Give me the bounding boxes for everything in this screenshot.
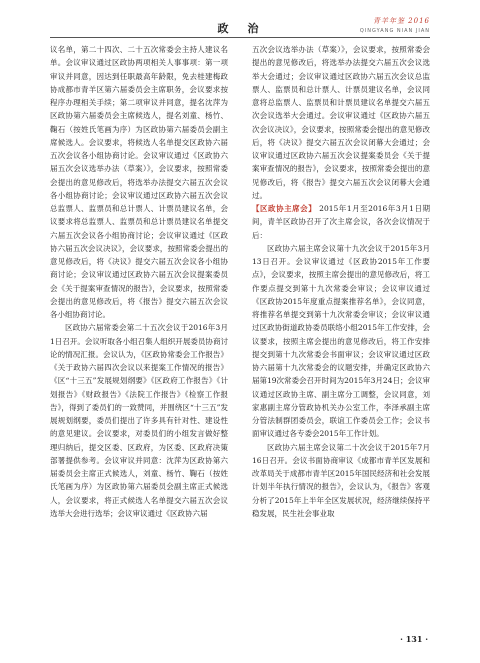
section-intro-text: 2015年1月至2016年3月1日期间，青羊区政协召开了次主席会议，各次会议情况于后： <box>252 204 430 240</box>
section-heading: 【区政协主席会】 <box>252 204 317 213</box>
paragraph: 区政协六届主席会议第二十次会议于2015年7月16日召开。会议书面协商审议《成都市青羊区发展和改革局关于成都市青羊区2015年国民经济和社会发展计划半年执行情况的报告》，会议认为，《报告》客观分析了2015年上半年全区发展状况，经济继续保持平稳发展，民生社会事业取 <box>252 442 430 518</box>
left-column <box>50 43 228 613</box>
right-column <box>252 43 430 613</box>
paragraph: 区政协六届主席会议第十九次会议于2015年3月13日召开。会议审议通过《区政协2015年工作要点》，会议要求，按照主席会提出的意见修改后，将工作要点提交到第十九次常委会审议；会议审议通过《区政协2015年度重点提案推荐名单》，会议同意，将推荐名单提交到第十九次常委会审议；会议审议通过区政协街道政协委员联络小组2015年工作安排，会议要求，按照主席会提出的意见修改后，将工作安排提交到第十九次常委会书面审议；会议审议通过区政协六届第十九次常委会的议题安排，并确定区政协六届第19次常委会召开时间为2015年3月24日；会议审议通过区政协主席、副主席分工调整，会议同意，刘家惠副主席分管政协机关办公室工作，李泽承副主席分管法制群团委员会，联谊工作委员会工作；会议书面审议通过各专委会2015年工作计划。 <box>252 243 430 439</box>
section-paragraph <box>252 202 430 242</box>
yearbook-brand: 青羊年鉴 2016 <box>372 17 430 25</box>
paragraph: 五次会议选举办法（草案）》，会议要求，按照常委会提出的意见修改后，将选举办法提交六届五次会议选举大会通过；会议审议通过区政协六届五次会议总监票人、监票员和总计票人、计票员建议名单，会议同意将总监票人、监票员和计票员建议名单提交六届五次会议选举大会通过。会议审议通过《区政协六届五次会议决议》，会议要求，按照常委会提出的意见修改后，将《决议》提交六届五次会议闭幕大会通过；会议审议通过区政协六届五次会议提案委员会《关于提案审查情况的报告》，会议要求，按照常委会提出的意见修改后，将《报告》提交六届五次会议闭幕大会通过。 <box>252 45 430 200</box>
page-number: · 131 · <box>400 634 428 644</box>
yearbook-brand-pinyin: QINGYANG NIAN JIAN <box>359 28 430 34</box>
paragraph: 区政协六届常委会第二十五次会议于2016年3月1日召开。会议听取各小组召集人组织开展委员协商讨论的情况汇报。会议认为，《区政协常委会工作报告》《关于政协六届四次会议以来提案工作情况的报告》《区“十三五”发展规划纲要》《区政府工作报告》《计划报告》《财政报告》《法院工作报告》《检察工作报告》，得到了委员们的一致赞同，并围绕区“十三五”发展规划纲要，委员们提出了许多具有针对性、建设性的意见建议。会议要求，对委员们的小组发言做好整理归纳后，提交区委、区政府，为区委、区政府决策部署提供参考。会议审议并同意：沈萍为区政协第六届委员会主席正式候选人，刘童、杨竹、鞠石（按姓氏笔画为序）为区政协第六届委员会副主席正式候选人，会议要求，将正式候选人名单提交六届五次会议选举大会进行选举；会议审议通过《区政协六届 <box>50 323 228 518</box>
running-header-title: 政 治 <box>217 22 263 35</box>
paragraph: 议名单，第二十四次、二十五次常委会主持人建议名单。会议审议通过区政协两项相关人事事项：第一项审议并同意，因达到任职最高年龄限，免去桂建梅政协成都市青羊区第六届委员会主席职务，会议要求按程序办理相关手续；第二项审议并同意，提名沈萍为区政协第六届委员会主席候选人，提名刘童、杨竹、鞠石（按姓氏笔画为序）为区政协第六届委员会副主席候选人。会议要求，将候选人名单提交区政协六届五次会议各小组协商讨论。会议审议通过《区政协六届五次会议选举办法（草案）》，会议要求，按照常委会提出的意见修改后，将选举办法提交六届五次会议各小组协商讨论；会议审议通过区政协六届五次会议总监票人、监票员和总计票人、计票员建议名单，会议要求将总监票人、监票员和总计票员建议名单提交六届五次会议各小组协商讨论；会议审议通过《区政协六届五次会议决议》，会议要求，按照常委会提出的意见修改后，将《决议》提交六届五次会议各小组协商讨论；会议审议通过区政协六届五次会议提案委员会《关于提案审查情况的报告》，会议要求，按照常委会提出的意见修改后，将《报告》提交六届五次会议各小组协商讨论。 <box>50 45 228 319</box>
header-divider <box>50 37 430 38</box>
